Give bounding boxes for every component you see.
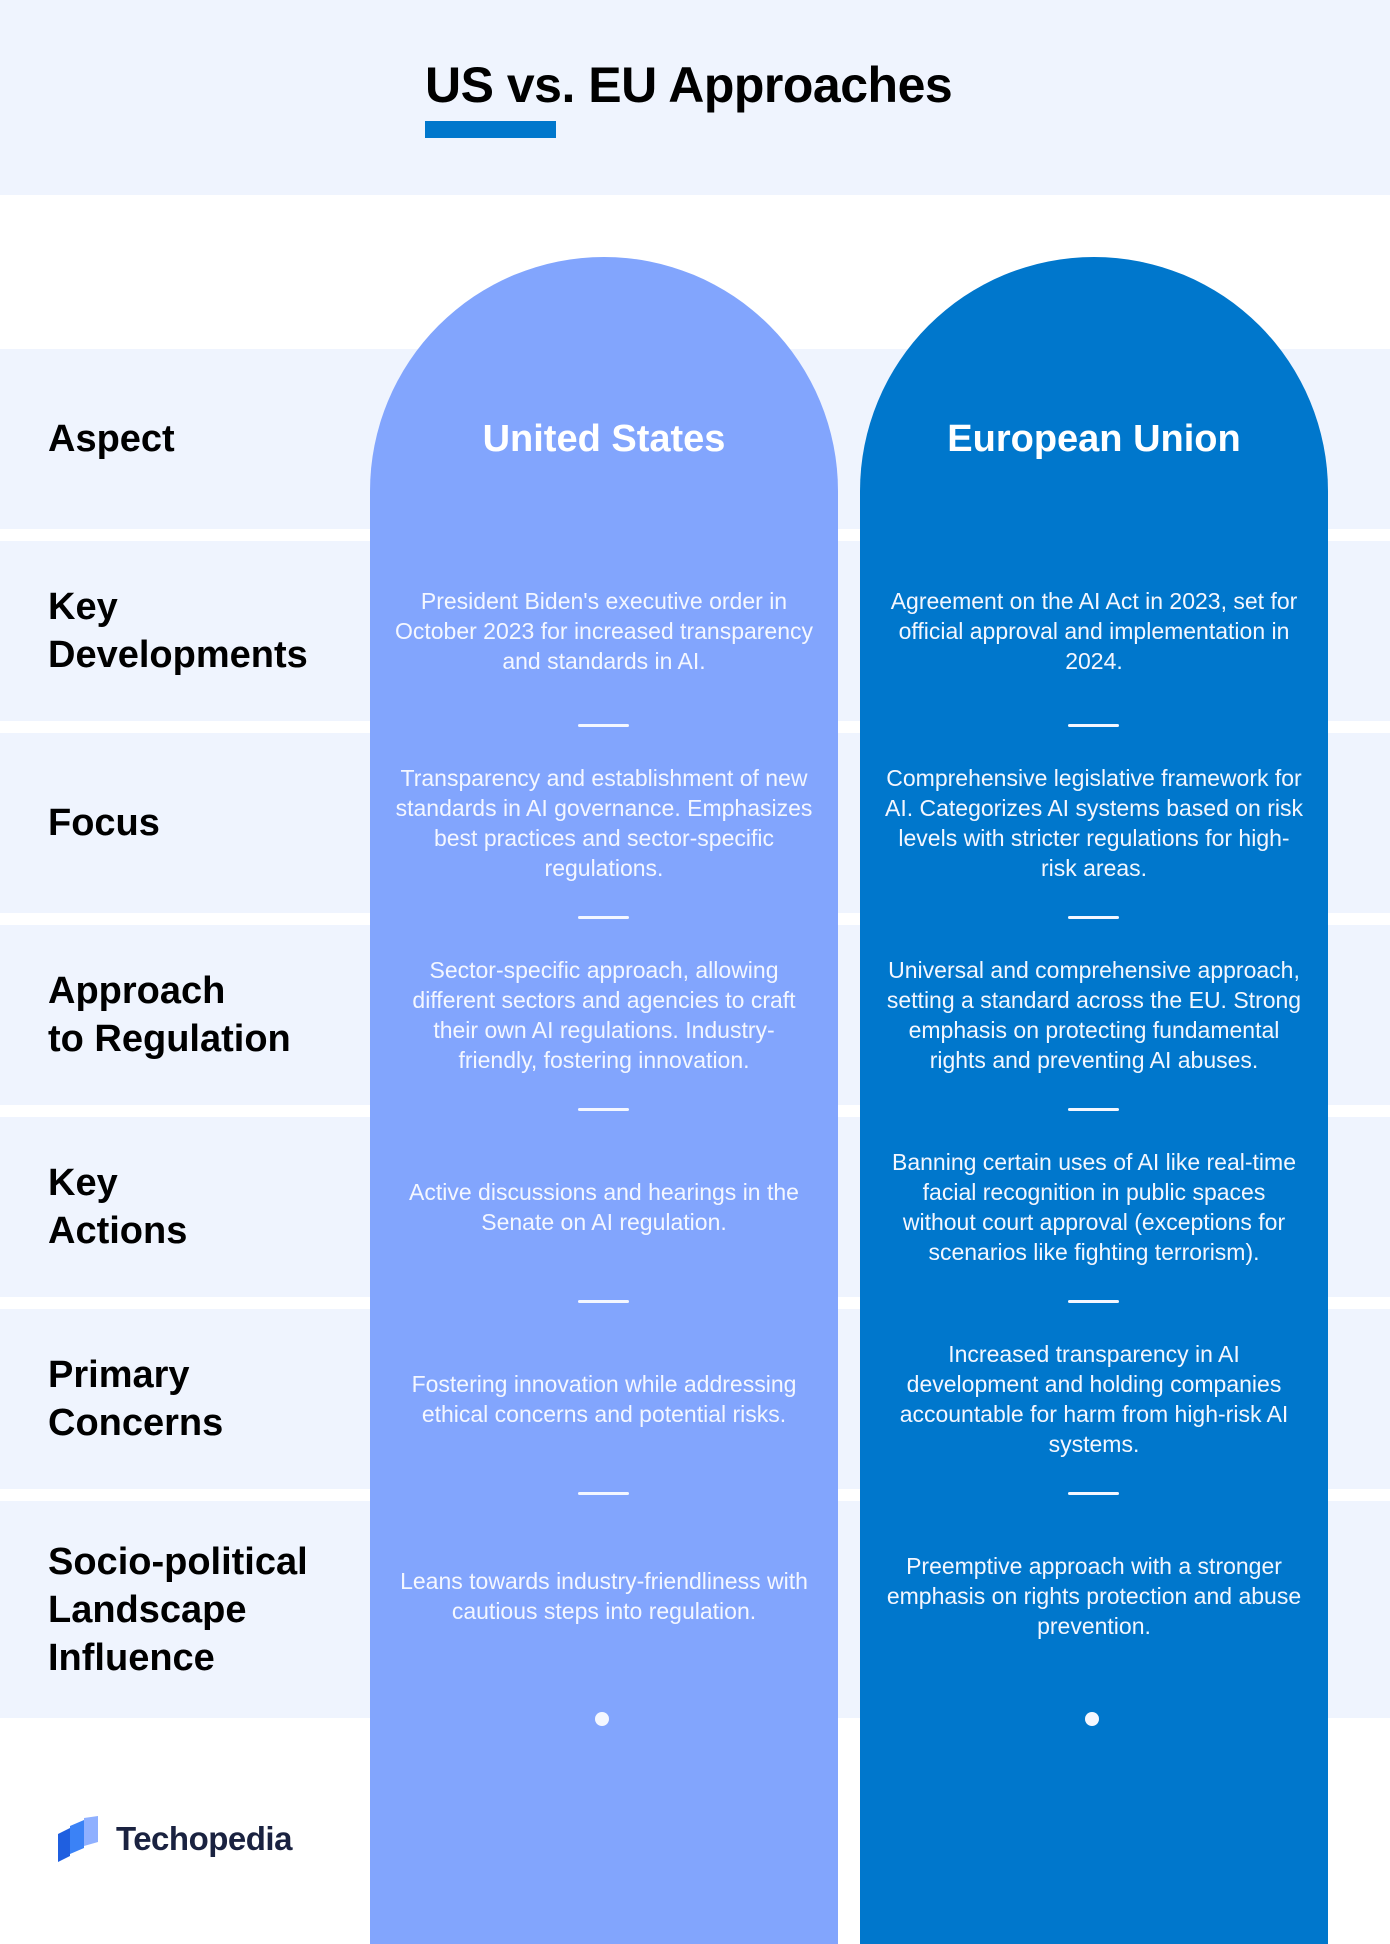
us-divider — [578, 916, 629, 919]
techopedia-logo — [58, 1816, 292, 1862]
us-end-dot — [595, 1712, 609, 1726]
us-divider — [578, 1300, 629, 1303]
aspect-label-line: Key — [48, 1162, 118, 1204]
eu-cell-primary-concerns — [884, 1309, 1304, 1489]
eu-cell-socio-political — [884, 1501, 1304, 1691]
cell-text: Comprehensive legislative framework for AI. Categorizes AI systems based on risk levels with stricter regulations for high-risk areas. — [884, 765, 1303, 881]
eu-divider — [1068, 1108, 1119, 1111]
eu-divider — [1068, 916, 1119, 919]
aspect-label-approach-to-regulation — [48, 925, 358, 1105]
eu-column-header: European Union — [947, 418, 1241, 460]
cell-text: Transparency and establishment of new standards in AI governance. Emphasizes best practices and sector-specific regulations. — [395, 765, 813, 881]
us-cell-key-actions — [394, 1117, 814, 1297]
eu-divider — [1068, 1300, 1119, 1303]
aspect-label-line: to Regulation — [48, 1018, 291, 1060]
aspect-label-line: Primary — [48, 1354, 190, 1396]
us-cell-primary-concerns — [394, 1309, 814, 1489]
brand-name: Techopedia — [116, 1820, 292, 1857]
aspect-label-line: Socio-political — [48, 1540, 308, 1583]
aspect-label-line: Landscape — [48, 1588, 247, 1631]
cell-text: Universal and comprehensive approach, setting a standard across the EU. Strong emphasis on protecting fundamental rights and preventing AI abuses. — [886, 957, 1302, 1073]
eu-cell-approach-to-regulation — [884, 925, 1304, 1105]
us-cell-key-developments — [394, 541, 814, 721]
eu-cell-key-developments — [884, 541, 1304, 721]
aspect-label-line: Key — [48, 586, 118, 628]
aspect-label-key-actions — [48, 1117, 358, 1297]
cell-text: Active discussions and hearings in the Senate on AI regulation. — [409, 1179, 799, 1235]
aspect-label-line: Influence — [48, 1636, 215, 1679]
us-divider — [578, 1108, 629, 1111]
aspect-label-line: Focus — [48, 802, 160, 844]
us-cell-focus — [394, 733, 814, 913]
us-cell-approach-to-regulation — [394, 925, 814, 1105]
aspect-header: Aspect — [48, 418, 175, 460]
aspect-label-key-developments — [48, 541, 358, 721]
aspect-label-primary-concerns — [48, 1309, 358, 1489]
us-column-header: United States — [482, 418, 726, 460]
cell-text: President Biden's executive order in October 2023 for increased transparency and standards in AI. — [394, 588, 814, 674]
aspect-label-line: Concerns — [48, 1402, 224, 1444]
page-title: US vs. EU Approaches — [425, 57, 953, 113]
us-divider — [578, 724, 629, 727]
aspect-label-line: Actions — [48, 1210, 188, 1252]
cell-text: Preemptive approach with a stronger emphasis on rights protection and abuse prevention. — [886, 1553, 1302, 1639]
eu-cell-key-actions — [884, 1117, 1304, 1297]
cell-text: Agreement on the AI Act in 2023, set for official approval and implementation in 2024. — [890, 588, 1298, 674]
us-cell-socio-political — [394, 1501, 814, 1691]
eu-divider — [1068, 724, 1119, 727]
cell-text: Leans towards industry-friendliness with cautious steps into regulation. — [400, 1568, 808, 1624]
techopedia-logo-icon — [58, 1816, 100, 1862]
cell-text: Increased transparency in AI development and holding companies accountable for harm from high-risk AI systems. — [899, 1341, 1289, 1457]
us-divider — [578, 1492, 629, 1495]
eu-divider — [1068, 1492, 1119, 1495]
aspect-label-line: Developments — [48, 634, 308, 676]
aspect-label-focus — [48, 733, 358, 913]
cell-text: Banning certain uses of AI like real-time facial recognition in public spaces without court approval (exceptions for scenarios like fighting terrorism). — [892, 1149, 1296, 1265]
aspect-label-line: Approach — [48, 970, 226, 1012]
eu-end-dot — [1085, 1712, 1099, 1726]
cell-text: Sector-specific approach, allowing different sectors and agencies to craft their own AI regulations. Industry-friendly, fostering innovation. — [412, 957, 796, 1073]
eu-cell-focus — [884, 733, 1304, 913]
title-accent-bar — [425, 121, 556, 138]
aspect-label-socio-political-landscape-influence — [48, 1501, 358, 1718]
cell-text: Fostering innovation while addressing ethical concerns and potential risks. — [411, 1371, 797, 1427]
